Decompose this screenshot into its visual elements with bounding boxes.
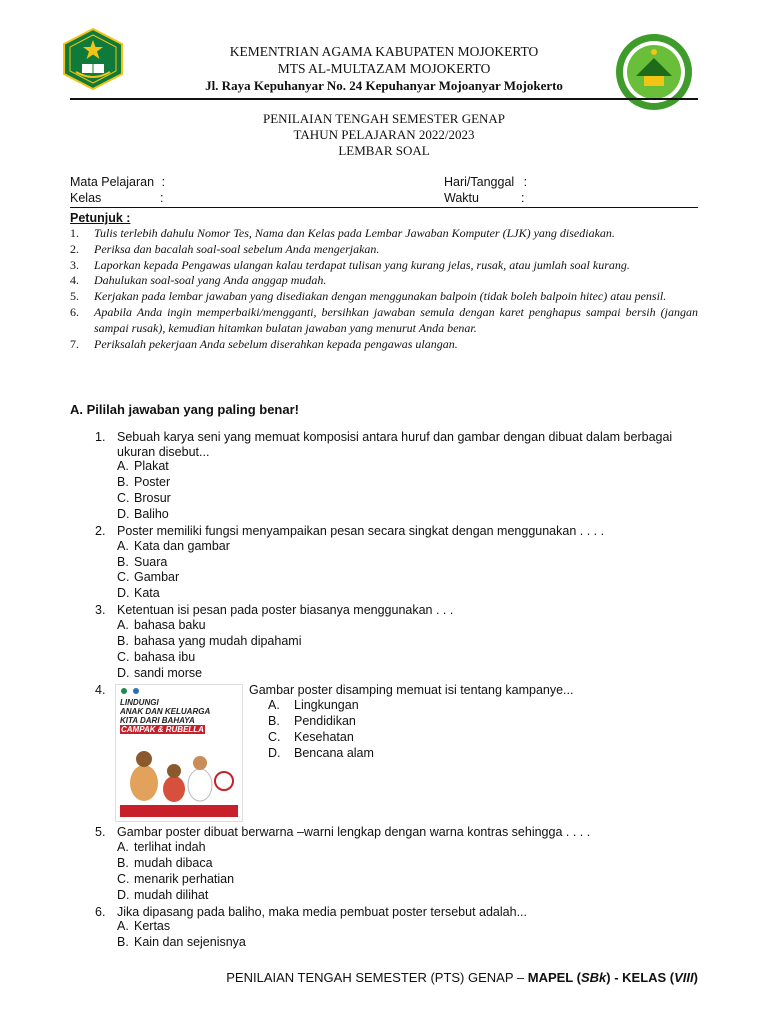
question-text: Jika dipasang pada baliho, maka media pembuat poster tersebut adalah... xyxy=(117,905,527,919)
instruction-number: 2. xyxy=(70,241,79,256)
option-letter: A. xyxy=(117,539,129,553)
instruction-text: Tulis terlebih dahulu Nomor Tes, Nama dan Kelas pada Lembar Jawaban Komputer (LJK) yang disediakan. xyxy=(94,226,615,240)
instruction-text: Kerjakan pada lembar jawaban yang disediakan dengan menggunakan balpoin (tidak boleh balpoin hitec) atau pensil. xyxy=(94,289,667,304)
subject-colon: : xyxy=(161,175,166,189)
instruction-number: 6. xyxy=(70,304,79,319)
identity-divider xyxy=(70,207,698,208)
date-label-row xyxy=(444,175,527,189)
poster-line: ANAK DAN KELUARGA xyxy=(120,707,211,716)
option-a xyxy=(117,919,170,933)
campaign-poster-image xyxy=(115,684,243,822)
instruction-item xyxy=(70,242,698,258)
option-a xyxy=(117,840,206,854)
option-text: Kata dan gambar xyxy=(134,539,230,553)
option-text: Pendidikan xyxy=(294,714,356,728)
class-colon: : xyxy=(160,191,164,205)
option-text: Kain dan sejenisnya xyxy=(134,935,246,949)
option-c xyxy=(117,570,179,584)
instruction-number: 4. xyxy=(70,273,79,288)
instruction-text: Apabila Anda ingin memperbaiki/mengganti, bersihkan jawaban semula dengan karet penghapus sampai bersih (jangan sampai rusak), kemudian hitamkan bulatan jawaban yang menurut Anda benar. xyxy=(94,304,698,335)
school-address: Jl. Raya Kepuhanyar No. 24 Kepuhanyar Mojoanyar Mojokerto xyxy=(205,78,563,93)
option-d xyxy=(117,888,208,902)
option-text: mudah dibaca xyxy=(134,856,213,870)
option-a xyxy=(117,618,206,632)
option-text: Suara xyxy=(134,555,168,569)
option-b xyxy=(117,555,167,569)
option-a xyxy=(117,539,230,553)
instructions-list xyxy=(70,226,698,352)
option-text: Baliho xyxy=(134,507,169,521)
page-footer xyxy=(70,970,698,985)
option-letter: B. xyxy=(117,634,129,648)
option-b xyxy=(117,856,213,870)
footer-mapel: MAPEL ( xyxy=(527,970,581,985)
footer-end: ) xyxy=(693,970,698,985)
option-letter: B. xyxy=(117,935,129,949)
option-text: Kata xyxy=(134,586,160,600)
option-letter: D. xyxy=(117,507,130,521)
class-label: Kelas xyxy=(70,191,102,205)
option-letter: B. xyxy=(117,856,129,870)
option-d xyxy=(117,507,169,521)
question-text: ukuran disebut... xyxy=(117,445,210,459)
option-b xyxy=(268,714,356,728)
date-label: Hari/Tanggal xyxy=(444,175,515,189)
option-text: Bencana alam xyxy=(294,746,374,760)
poster-headline xyxy=(120,698,210,734)
instruction-item xyxy=(70,289,698,305)
option-b xyxy=(117,475,170,489)
option-letter: C. xyxy=(117,872,130,886)
option-letter: D. xyxy=(117,586,130,600)
poster-line: LINDUNGI xyxy=(120,698,159,707)
option-c xyxy=(117,872,234,886)
question-number: 6. xyxy=(95,905,106,919)
option-text: Gambar xyxy=(134,570,180,584)
option-letter: A. xyxy=(117,459,129,473)
option-letter: A. xyxy=(117,840,129,854)
date-colon: : xyxy=(523,175,528,189)
option-d xyxy=(117,586,160,600)
option-text: terlihat indah xyxy=(134,840,206,854)
instruction-number: 7. xyxy=(70,336,79,351)
subject-label-row xyxy=(70,175,165,189)
time-colon: : xyxy=(521,191,525,205)
exam-title: PENILAIAN TENGAH SEMESTER GENAP xyxy=(262,111,506,126)
option-letter: A. xyxy=(117,618,129,632)
question-text: Ketentuan isi pesan pada poster biasanya menggunakan . . . xyxy=(117,603,454,617)
footer-class-value: VIII xyxy=(674,970,694,985)
footer-prefix: PENILAIAN TENGAH SEMESTER (PTS) GENAP – xyxy=(226,970,528,985)
subject-label: Mata Pelajaran xyxy=(70,175,155,189)
exam-sheet: LEMBAR SOAL xyxy=(338,143,430,158)
question-number: 4. xyxy=(95,683,106,697)
option-letter: B. xyxy=(117,475,129,489)
option-text: sandi morse xyxy=(134,666,203,680)
option-text: Kesehatan xyxy=(294,730,354,744)
option-letter: D. xyxy=(117,666,130,680)
instruction-text: Periksa dan bacalah soal-soal sebelum Anda mengerjakan. xyxy=(94,241,380,256)
option-text: Plakat xyxy=(134,459,169,473)
option-text: Kertas xyxy=(134,919,171,933)
option-letter: C. xyxy=(117,570,130,584)
footer-kelas-label: ) - KELAS ( xyxy=(606,970,675,985)
question-number: 1. xyxy=(95,430,106,444)
option-text: Poster xyxy=(134,475,171,489)
option-letter: C. xyxy=(117,650,130,664)
question-text: Poster memiliki fungsi menyampaikan pesan secara singkat dengan menggunakan . . . . xyxy=(117,524,605,538)
question-text: Gambar poster dibuat berwarna –warni lengkap dengan warna kontras sehingga . . . . xyxy=(117,825,591,839)
instruction-item xyxy=(70,337,698,353)
instructions-title: Petunjuk : xyxy=(70,211,131,225)
time-label: Waktu xyxy=(444,191,479,205)
school-seal-logo xyxy=(614,32,694,112)
option-letter: B. xyxy=(117,555,129,569)
question-number: 5. xyxy=(95,825,106,839)
question-number: 3. xyxy=(95,603,106,617)
option-b xyxy=(117,935,246,949)
option-letter: D. xyxy=(268,746,281,760)
option-a xyxy=(268,698,359,712)
instruction-number: 3. xyxy=(70,257,79,272)
option-d xyxy=(268,746,374,760)
option-text: bahasa baku xyxy=(134,618,206,632)
option-c xyxy=(117,650,195,664)
school-name: MTS AL-MULTAZAM MOJOKERTO xyxy=(277,61,491,76)
option-letter: A. xyxy=(268,698,280,712)
ministry-name: KEMENTRIAN AGAMA KABUPATEN MOJOKERTO xyxy=(229,44,539,59)
instruction-item xyxy=(70,258,698,274)
instruction-item xyxy=(70,273,698,289)
option-c xyxy=(117,491,171,505)
option-letter: C. xyxy=(117,491,130,505)
time-label-row xyxy=(444,191,525,205)
poster-line: KITA DARI BAHAYA xyxy=(120,716,195,725)
option-text: Lingkungan xyxy=(294,698,359,712)
option-letter: C. xyxy=(268,730,281,744)
instruction-item xyxy=(70,226,698,242)
option-text: Brosur xyxy=(134,491,171,505)
option-text: mudah dilihat xyxy=(134,888,209,902)
option-letter: D. xyxy=(117,888,130,902)
instruction-text: Laporkan kepada Pengawas ulangan kalau terdapat tulisan yang kurang jelas, rusak, atau jumlah soal kurang. xyxy=(94,257,630,272)
option-text: bahasa ibu xyxy=(134,650,196,664)
instruction-item xyxy=(70,305,698,337)
question-text: Sebuah karya seni yang memuat komposisi antara huruf dan gambar dengan dibuat dalam berbagai xyxy=(117,430,673,444)
poster-line: CAMPAK & RUBELLA xyxy=(121,725,204,734)
question-number: 2. xyxy=(95,524,106,538)
option-a xyxy=(117,459,169,473)
instruction-number: 1. xyxy=(70,226,79,240)
class-label-row xyxy=(70,191,164,205)
question-text: Gambar poster disamping memuat isi tentang kampanye... xyxy=(249,683,574,697)
section-a-heading: A. Pililah jawaban yang paling benar! xyxy=(70,402,299,417)
instruction-text: Periksalah pekerjaan Anda sebelum diserahkan kepada pengawas ulangan. xyxy=(94,336,458,351)
option-d xyxy=(117,666,202,680)
option-letter: B. xyxy=(268,714,280,728)
option-letter: A. xyxy=(117,919,129,933)
option-text: bahasa yang mudah dipahami xyxy=(134,634,302,648)
option-b xyxy=(117,634,301,648)
header-divider xyxy=(70,98,698,100)
footer-subject-code: SBk xyxy=(580,970,607,985)
exam-year: TAHUN PELAJARAN 2022/2023 xyxy=(293,127,475,142)
option-text: menarik perhatian xyxy=(134,872,235,886)
instruction-text: Dahulukan soal-soal yang Anda anggap mudah. xyxy=(94,273,327,288)
kemenag-logo xyxy=(62,28,124,90)
instruction-number: 5. xyxy=(70,289,79,304)
option-c xyxy=(268,730,354,744)
